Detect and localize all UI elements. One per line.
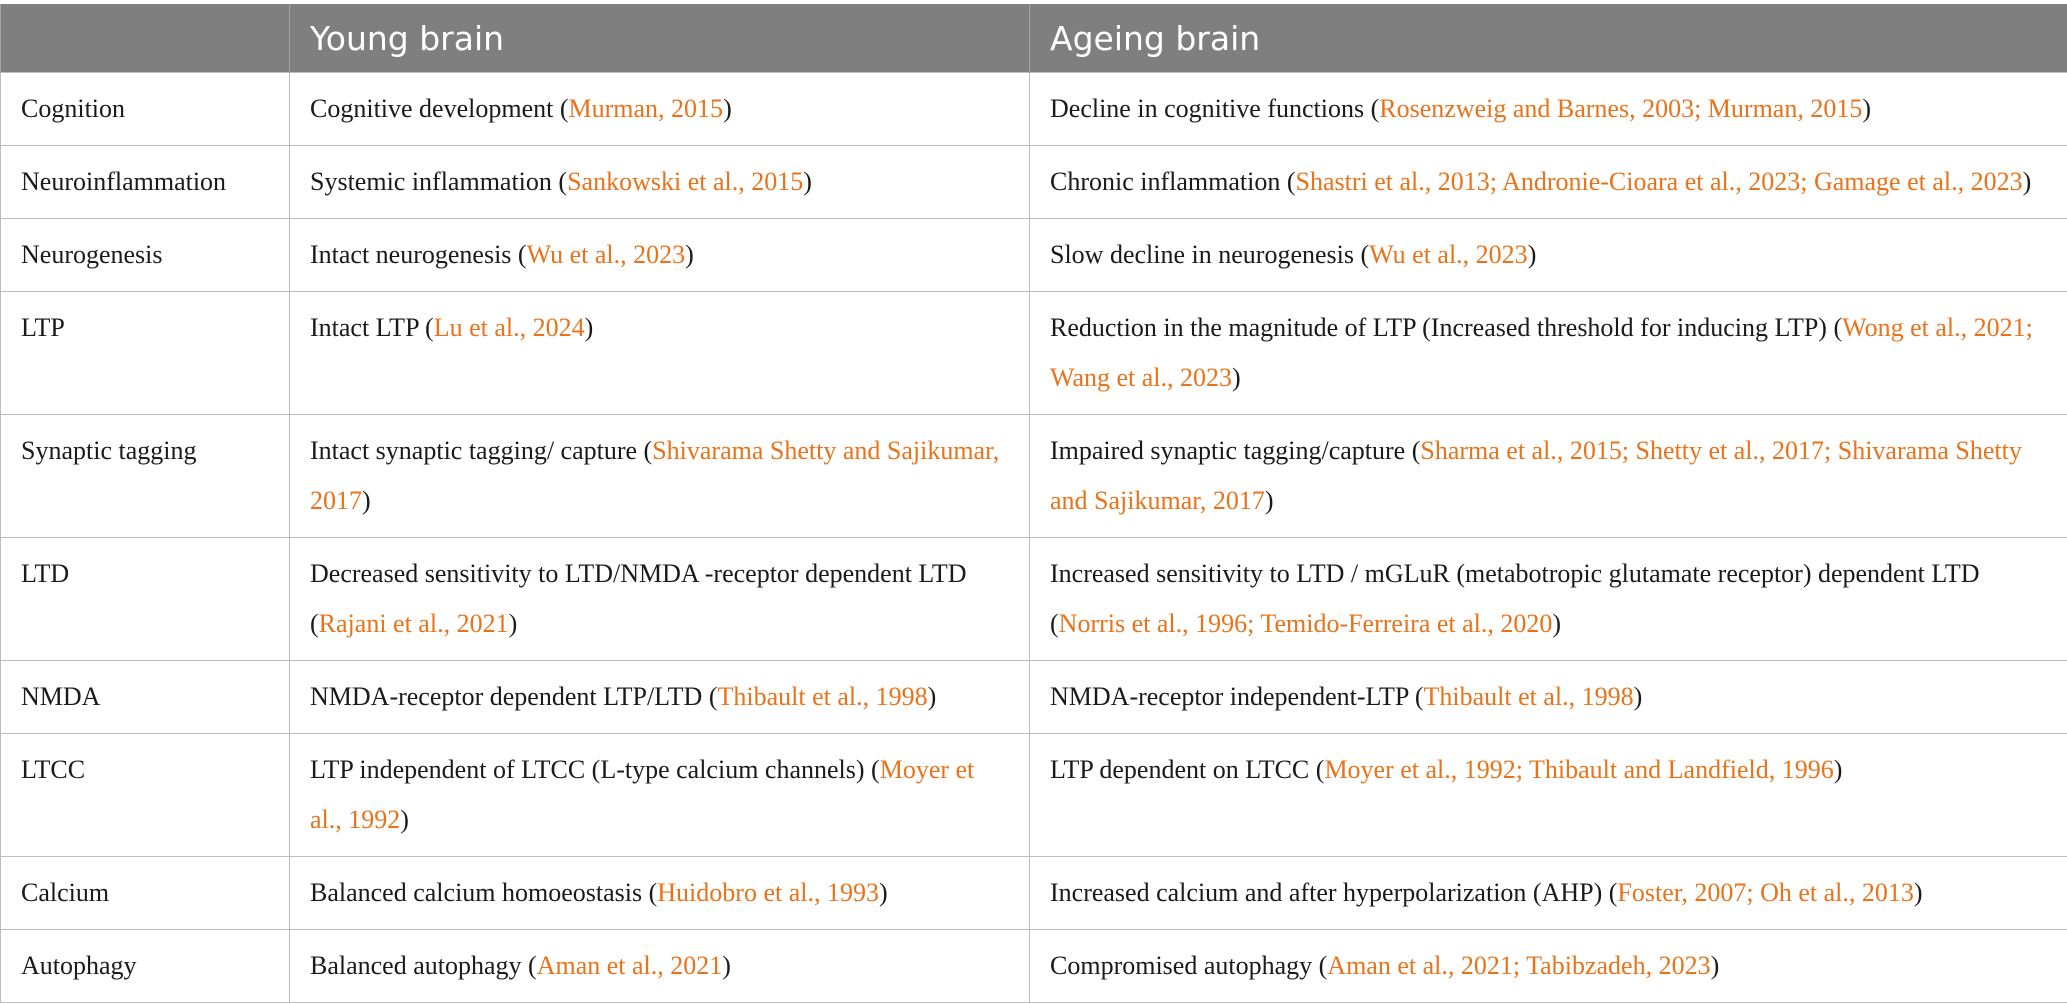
ageing-cell <box>1030 73 2067 146</box>
young-text: Intact LTP ( <box>310 313 434 342</box>
ageing-text: Increased calcium and after hyperpolarization (AHP) ( <box>1050 878 1618 907</box>
header-col-ageing: Ageing brain <box>1030 4 2067 73</box>
table-row <box>1 292 2067 415</box>
young-close-paren: ) <box>685 240 694 269</box>
row-label: Calcium <box>1 857 290 930</box>
young-reference-link[interactable]: Huidobro et al., 1993 <box>657 878 879 907</box>
young-text: Decreased sensitivity to LTD/NMDA -receptor dependent LTD ( <box>310 559 967 638</box>
young-close-paren: ) <box>927 682 937 711</box>
young-close-paren: ) <box>878 878 888 907</box>
young-reference-link[interactable]: Aman et al., 2021 <box>536 951 723 980</box>
ageing-reference-link[interactable]: Wong et al., 2021; Wang et al., 2023 <box>1050 313 2033 392</box>
ageing-text: Chronic inflammation ( <box>1050 167 1296 196</box>
ageing-text: Decline in cognitive functions ( <box>1050 94 1380 123</box>
young-close-paren: ) <box>508 609 518 638</box>
young-reference-link[interactable]: Thibault et al., 1998 <box>717 682 928 711</box>
ageing-text: LTP dependent on LTCC ( <box>1050 755 1325 784</box>
row-label: LTP <box>1 292 290 415</box>
ageing-cell <box>1030 734 2067 857</box>
ageing-close-paren: ) <box>1552 609 1562 638</box>
row-label: LTCC <box>1 734 290 857</box>
row-label: Autophagy <box>1 930 290 1003</box>
ageing-close-paren: ) <box>1633 682 1643 711</box>
young-text: Balanced autophagy ( <box>310 951 537 980</box>
table-row <box>1 415 2067 538</box>
young-cell <box>290 734 1030 857</box>
young-close-paren: ) <box>723 94 732 123</box>
row-label: LTD <box>1 538 290 661</box>
ageing-reference-link[interactable]: Norris et al., 1996; Temido-Ferreira et al., 2020 <box>1058 609 1553 638</box>
young-cell <box>290 415 1030 538</box>
table-row <box>1 661 2067 734</box>
young-text: LTP independent of LTCC (L-type calcium channels) ( <box>310 755 880 784</box>
ageing-close-paren: ) <box>1833 755 1843 784</box>
ageing-text: Impaired synaptic tagging/capture ( <box>1050 436 1421 465</box>
row-label: Synaptic tagging <box>1 415 290 538</box>
ageing-reference-link[interactable]: Thibault et al., 1998 <box>1423 682 1634 711</box>
ageing-reference-link[interactable]: Shastri et al., 2013; Andronie-Cioara et al., 2023; Gamage et al., 2023 <box>1295 167 2023 196</box>
young-cell <box>290 292 1030 415</box>
ageing-reference-link[interactable]: Wu et al., 2023 <box>1369 240 1528 269</box>
ageing-cell <box>1030 219 2067 292</box>
comparison-table <box>0 4 2067 1003</box>
row-label: Neurogenesis <box>1 219 290 292</box>
ageing-reference-link[interactable]: Rosenzweig and Barnes, 2003; Murman, 2015 <box>1379 94 1863 123</box>
young-text: NMDA-receptor dependent LTP/LTD ( <box>310 682 718 711</box>
ageing-cell <box>1030 930 2067 1003</box>
young-reference-link[interactable]: Moyer et al., 1992 <box>310 755 975 834</box>
young-cell <box>290 219 1030 292</box>
row-label: Cognition <box>1 73 290 146</box>
table-row <box>1 146 2067 219</box>
ageing-cell <box>1030 292 2067 415</box>
table-row <box>1 538 2067 661</box>
young-reference-link[interactable]: Sankowski et al., 2015 <box>567 167 804 196</box>
ageing-text: Slow decline in neurogenesis ( <box>1050 240 1370 269</box>
ageing-reference-link[interactable]: Foster, 2007; Oh et al., 2013 <box>1617 878 1914 907</box>
ageing-text: Reduction in the magnitude of LTP (Increased threshold for inducing LTP) ( <box>1050 313 1843 342</box>
table-row <box>1 857 2067 930</box>
ageing-cell <box>1030 538 2067 661</box>
young-cell <box>290 538 1030 661</box>
young-reference-link[interactable]: Lu et al., 2024 <box>433 313 585 342</box>
header-col-young: Young brain <box>290 4 1030 73</box>
table-row <box>1 219 2067 292</box>
young-text: Cognitive development ( <box>310 94 569 123</box>
ageing-reference-link[interactable]: Moyer et al., 1992; Thibault and Landfield, 1996 <box>1324 755 1834 784</box>
ageing-text: Increased sensitivity to LTD / mGLuR (metabotropic glutamate receptor) dependent LTD ( <box>1050 559 1980 638</box>
young-close-paren: ) <box>584 313 594 342</box>
header-col-feature <box>1 4 290 73</box>
young-text: Intact neurogenesis ( <box>310 240 527 269</box>
young-text: Intact synaptic tagging/ capture ( <box>310 436 653 465</box>
ageing-close-paren: ) <box>1862 94 1872 123</box>
ageing-cell <box>1030 661 2067 734</box>
young-reference-link[interactable]: Wu et al., 2023 <box>526 240 686 269</box>
young-cell <box>290 661 1030 734</box>
young-close-paren: ) <box>400 805 409 834</box>
ageing-reference-link[interactable]: Sharma et al., 2015; Shetty et al., 2017; Shivarama Shetty and Sajikumar, 2017 <box>1050 436 2022 515</box>
ageing-cell <box>1030 415 2067 538</box>
ageing-close-paren: ) <box>1232 363 1241 392</box>
table-row <box>1 734 2067 857</box>
ageing-reference-link[interactable]: Aman et al., 2021; Tabibzadeh, 2023 <box>1327 951 1711 980</box>
table-row <box>1 73 2067 146</box>
row-label: NMDA <box>1 661 290 734</box>
table-body <box>1 73 2067 1003</box>
ageing-close-paren: ) <box>1527 240 1537 269</box>
young-cell <box>290 146 1030 219</box>
ageing-close-paren: ) <box>1710 951 1720 980</box>
young-close-paren: ) <box>722 951 731 980</box>
young-text: Balanced calcium homoeostasis ( <box>310 878 658 907</box>
ageing-text: NMDA-receptor independent-LTP ( <box>1050 682 1424 711</box>
row-label: Neuroinflammation <box>1 146 290 219</box>
ageing-close-paren: ) <box>1264 486 1274 515</box>
young-reference-link[interactable]: Shivarama Shetty and Sajikumar, 2017 <box>310 436 1000 515</box>
ageing-close-paren: ) <box>1913 878 1923 907</box>
young-reference-link[interactable]: Murman, 2015 <box>568 94 724 123</box>
young-reference-link[interactable]: Rajani et al., 2021 <box>318 609 509 638</box>
header-row <box>1 4 2067 73</box>
ageing-close-paren: ) <box>2022 167 2032 196</box>
young-cell <box>290 73 1030 146</box>
ageing-cell <box>1030 857 2067 930</box>
ageing-cell <box>1030 146 2067 219</box>
ageing-text: Compromised autophagy ( <box>1050 951 1328 980</box>
young-cell <box>290 857 1030 930</box>
young-cell <box>290 930 1030 1003</box>
table-row <box>1 930 2067 1003</box>
young-close-paren: ) <box>362 486 371 515</box>
young-text: Systemic inflammation ( <box>310 167 568 196</box>
young-close-paren: ) <box>803 167 812 196</box>
